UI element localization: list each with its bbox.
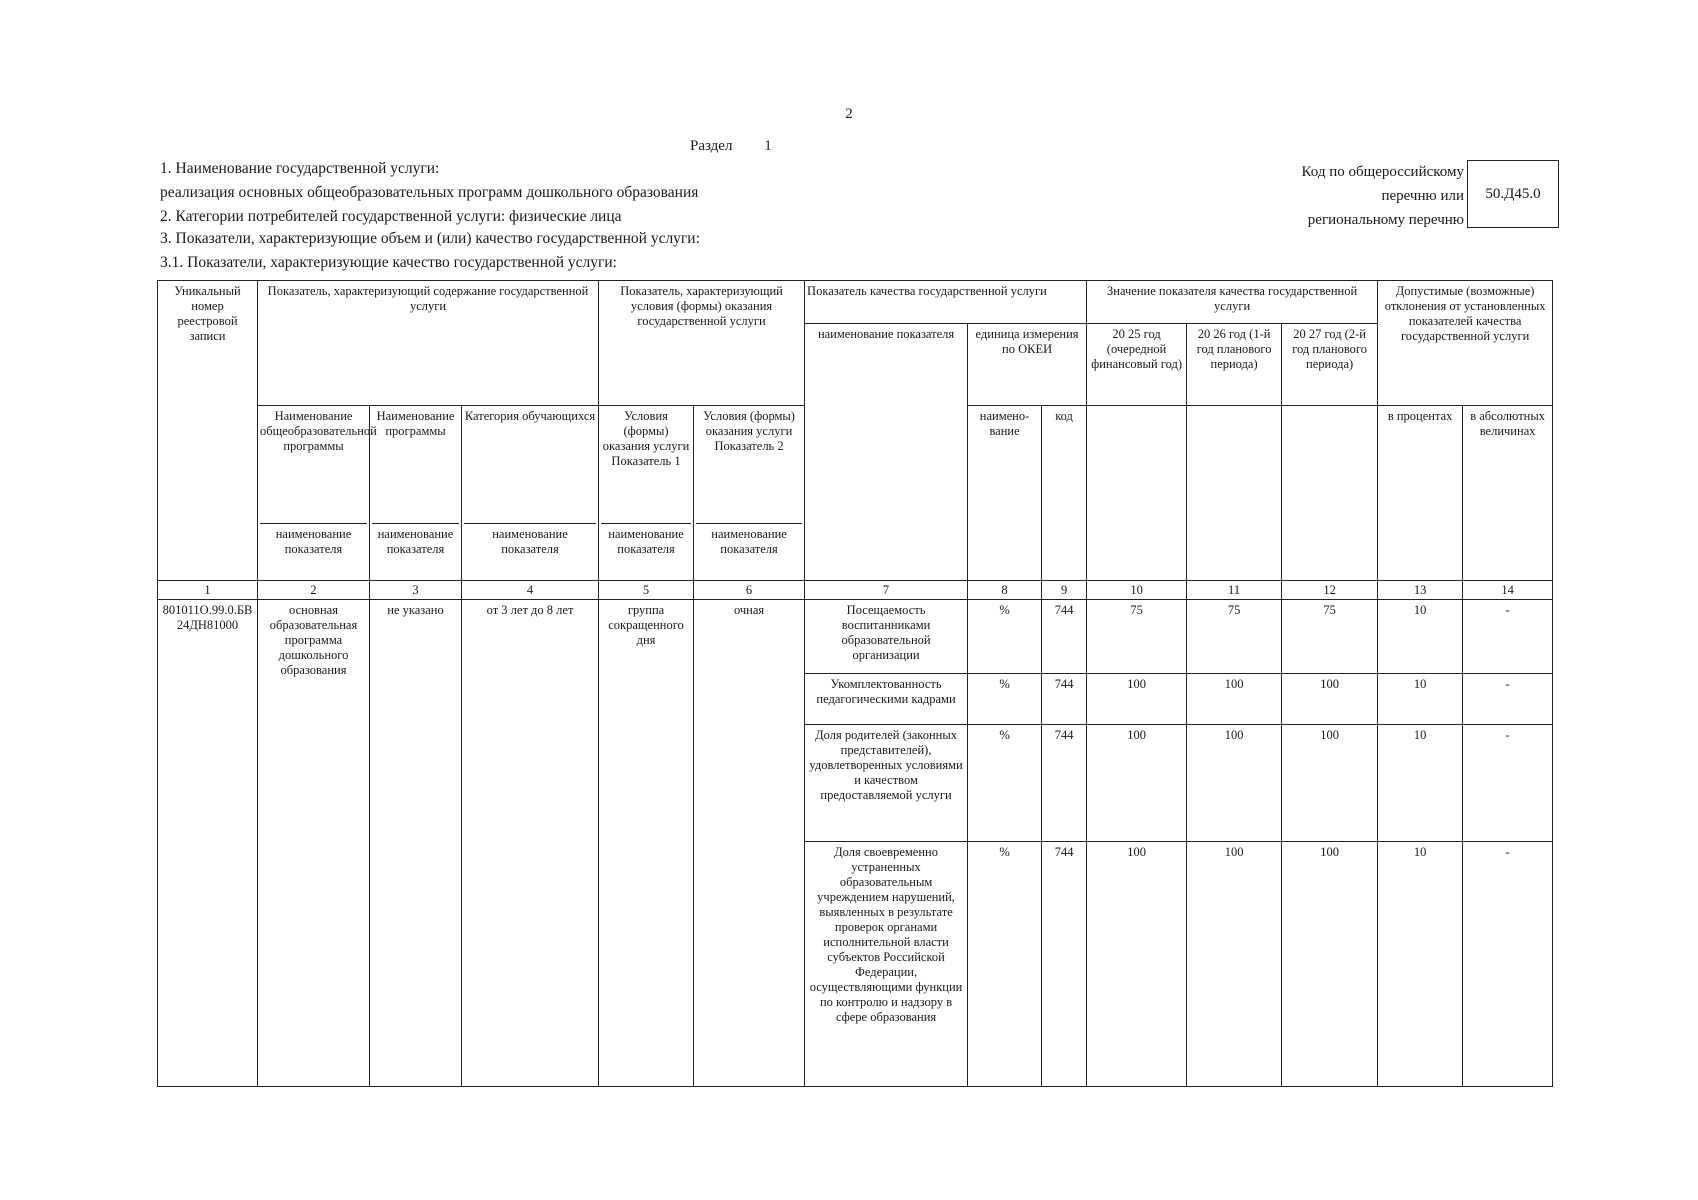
- code-label-line2: перечню или: [1381, 188, 1464, 204]
- indicator-year-3: 100: [1282, 674, 1378, 725]
- indicator-year-2: 75: [1187, 600, 1282, 674]
- service-name-label: 1. Наименование государственной услуги:: [160, 160, 440, 177]
- header-empty-12: [1282, 406, 1378, 581]
- indicator-unit: %: [968, 725, 1042, 842]
- indicator-percent: 10: [1378, 674, 1463, 725]
- col-num: 6: [694, 581, 805, 600]
- indicator-year-1: 100: [1087, 842, 1187, 1087]
- indicator-year-1: 100: [1087, 674, 1187, 725]
- header-col-3-sub: наименование показателя: [372, 523, 459, 557]
- header-condition-1-title: Условия (формы) оказания услуги Показатель 1: [602, 409, 690, 468]
- indicator-name: Доля родителей (законных представителей), удовлетворенных условиями и качеством предоставляемой услуги: [805, 725, 968, 842]
- indicator-year-3: 100: [1282, 725, 1378, 842]
- indicator-absolute: -: [1463, 600, 1553, 674]
- header-year-2: 20 26 год (1-й год планового периода): [1187, 324, 1282, 406]
- col-num: 4: [462, 581, 599, 600]
- header-year-1: 20 25 год (очередной финансовый год): [1087, 324, 1187, 406]
- indicator-code: 744: [1042, 674, 1087, 725]
- indicator-year-2: 100: [1187, 725, 1282, 842]
- header-unit-code: код: [1042, 406, 1087, 581]
- header-allowed-deviation: Допустимые (возможные) отклонения от установленных показателей качества государственной услуги: [1378, 281, 1553, 406]
- col-num: 13: [1378, 581, 1463, 600]
- header-program-name-title: Наименование программы: [376, 409, 455, 438]
- registry-code-box: [1467, 160, 1559, 228]
- indicator-unit: %: [968, 600, 1042, 674]
- header-unique-record: Уникальный номер реестровой записи: [158, 281, 258, 581]
- col-num: 7: [805, 581, 968, 600]
- header-col-5-sub: наименование показателя: [601, 523, 691, 557]
- table-row: [158, 600, 1553, 674]
- header-quality-value: Значение показателя качества государственной услуги: [1087, 281, 1378, 324]
- header-col-4-sub: наименование показателя: [464, 523, 596, 557]
- header-absolute: в абсолютных величинах: [1463, 406, 1553, 581]
- header-col-6-sub: наименование показателя: [696, 523, 802, 557]
- col-num: 5: [599, 581, 694, 600]
- indicator-unit: %: [968, 674, 1042, 725]
- record-condition-1: группа сокращенного дня: [599, 600, 694, 1087]
- indicator-name: Укомплектованность педагогическими кадрами: [805, 674, 968, 725]
- indicator-year-3: 75: [1282, 600, 1378, 674]
- page-number: 2: [845, 106, 853, 122]
- header-quality-indicator: Показатель качества государственной услуги: [805, 281, 1087, 324]
- col-num: 14: [1463, 581, 1553, 600]
- header-col-2-sub: наименование показателя: [260, 523, 367, 557]
- section-label: Раздел: [690, 138, 733, 154]
- header-indicator-name: наименование показателя: [805, 324, 968, 581]
- header-col-4: [462, 406, 599, 581]
- record-program-name: не указано: [370, 600, 462, 1087]
- header-year-3: 20 27 год (2-й год планового периода): [1282, 324, 1378, 406]
- col-num: 12: [1282, 581, 1378, 600]
- indicator-absolute: -: [1463, 725, 1553, 842]
- indicator-code: 744: [1042, 600, 1087, 674]
- header-content-indicator: Показатель, характеризующий содержание государственной услуги: [258, 281, 599, 406]
- col-num: 9: [1042, 581, 1087, 600]
- indicator-code: 744: [1042, 842, 1087, 1087]
- indicator-unit: %: [968, 842, 1042, 1087]
- column-number-row: [158, 581, 1553, 600]
- header-program-title: Наименование общеобразовательной программы: [260, 409, 377, 453]
- record-category: от 3 лет до 8 лет: [462, 600, 599, 1087]
- col-num: 1: [158, 581, 258, 600]
- header-empty-11: [1187, 406, 1282, 581]
- col-num: 11: [1187, 581, 1282, 600]
- header-col-3: [370, 406, 462, 581]
- header-col-2: [258, 406, 377, 581]
- header-col-6: [694, 406, 805, 581]
- indicator-percent: 10: [1378, 600, 1463, 674]
- header-condition-2-title: Условия (формы) оказания услуги Показатель 2: [703, 409, 795, 453]
- code-label: [1302, 160, 1464, 232]
- header-percent: в процентах: [1378, 406, 1463, 581]
- indicator-year-1: 75: [1087, 600, 1187, 674]
- indicator-year-3: 100: [1282, 842, 1378, 1087]
- indicator-year-1: 100: [1087, 725, 1187, 842]
- indicator-absolute: -: [1463, 674, 1553, 725]
- record-program: основная образовательная программа дошкольного образования: [258, 600, 370, 1087]
- record-condition-2: очная: [694, 600, 805, 1087]
- quality-indicators-heading: 3.1. Показатели, характеризующие качество государственной услуги:: [160, 254, 617, 271]
- indicator-percent: 10: [1378, 725, 1463, 842]
- indicator-code: 744: [1042, 725, 1087, 842]
- indicator-percent: 10: [1378, 842, 1463, 1087]
- indicator-name: Посещаемость воспитанниками образовательной организации: [805, 600, 968, 674]
- section-number: 1: [764, 138, 772, 154]
- header-unit-okei: единица измерения по ОКЕИ: [968, 324, 1087, 406]
- header-conditions-indicator: Показатель, характеризующий условия (формы) оказания государственной услуги: [599, 281, 805, 406]
- indicator-year-2: 100: [1187, 674, 1282, 725]
- header-unit-name: наимено-вание: [968, 406, 1042, 581]
- col-num: 2: [258, 581, 370, 600]
- col-num: 10: [1087, 581, 1187, 600]
- header-col-5: [599, 406, 694, 581]
- quality-indicators-table: [157, 280, 1553, 1087]
- service-name-value: реализация основных общеобразовательных программ дошкольного образования: [160, 184, 699, 201]
- header-category-title: Категория обучающихся: [464, 409, 596, 423]
- indicator-absolute: -: [1463, 842, 1553, 1087]
- header-empty-10: [1087, 406, 1187, 581]
- code-label-line3: региональному перечню: [1307, 212, 1464, 228]
- indicator-year-2: 100: [1187, 842, 1282, 1087]
- col-num: 3: [370, 581, 462, 600]
- indicators-heading: 3. Показатели, характеризующие объем и (или) качество государственной услуги:: [160, 230, 700, 247]
- section-heading: [690, 138, 772, 155]
- code-label-line1: Код по общероссийскому: [1301, 164, 1464, 180]
- indicator-name: Доля своевременно устраненных образовательным учреждением нарушений, выявленных в результате проверок органами исполнительной власти субъектов Российской Федерации, осуществляющими функции по контролю и надзору в сфере образования: [805, 842, 968, 1087]
- col-num: 8: [968, 581, 1042, 600]
- record-id: 801011О.99.0.БВ24ДН81000: [158, 600, 258, 1087]
- consumer-category: 2. Категории потребителей государственной услуги: физические лица: [160, 208, 622, 225]
- registry-code-value: 50.Д45.0: [1485, 185, 1541, 202]
